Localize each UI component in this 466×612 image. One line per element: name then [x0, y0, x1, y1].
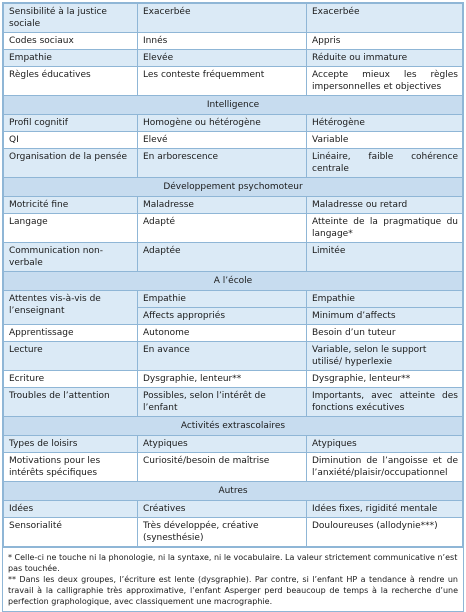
row-label: Profil cognitif [4, 115, 138, 132]
footnote-2: ** Dans les deux groupes, l’écriture est lente (dysgraphie). Par contre, si l’enfant HP a tendance à rendre un travail à la calligraphie très approximative, l’enfant Asperger perd beaucoup de temps à la recherche d’une perfection graphologique, avec classiquement une macrographie. [8, 575, 458, 606]
asperger-cell [307, 291, 463, 325]
hp-cell [138, 291, 307, 325]
row-label: Communication non-verbale [4, 243, 138, 272]
table-row [4, 197, 463, 214]
row-label: Idées [4, 501, 138, 518]
section-title: Intelligence [4, 96, 463, 115]
hp-subvalue: Affects appropriés [138, 307, 306, 322]
asperger-cell: Linéaire, faible cohérence centrale [307, 149, 463, 178]
asperger-cell: Atypiques [307, 436, 463, 453]
row-label: Motricité fine [4, 197, 138, 214]
asperger-cell: Accepte mieux les règles impersonnelles et objectives [307, 67, 463, 96]
table-row [4, 50, 463, 67]
table-row [4, 149, 463, 178]
comparison-table-panel [2, 2, 464, 612]
asperger-cell: Diminution de l’angoisse et de l’anxiété/plaisir/occupationnel [307, 453, 463, 482]
hp-cell: Dysgraphie, lenteur** [138, 371, 307, 388]
row-label: Règles éducatives [4, 67, 138, 96]
row-label: Empathie [4, 50, 138, 67]
table-row [4, 501, 463, 518]
table-row [4, 291, 463, 325]
asperger-cell: Appris [307, 33, 463, 50]
row-label: Sensibilité à la justice sociale [4, 4, 138, 33]
row-label: Types de loisirs [4, 436, 138, 453]
row-label: Organisation de la pensée [4, 149, 138, 178]
hp-subvalue: Empathie [143, 294, 186, 304]
section-header-extrascolaire [4, 417, 463, 436]
row-label: Motivations pour les intérêts spécifiques [4, 453, 138, 482]
asperger-cell: Variable, selon le support utilisé/ hyperlexie [307, 342, 463, 371]
asperger-cell: Variable [307, 132, 463, 149]
table-row [4, 371, 463, 388]
row-label: Attentes vis-à-vis de l’enseignant [4, 291, 138, 325]
row-label: Ecriture [4, 371, 138, 388]
hp-cell: Autonome [138, 325, 307, 342]
hp-cell: Les conteste fréquemment [138, 67, 307, 96]
asperger-cell: Besoin d’un tuteur [307, 325, 463, 342]
table-row [4, 325, 463, 342]
hp-cell: Maladresse [138, 197, 307, 214]
hp-cell: Elevée [138, 50, 307, 67]
comparison-table [3, 3, 463, 547]
hp-cell: Innés [138, 33, 307, 50]
hp-cell: Adapté [138, 214, 307, 243]
hp-cell: Très développée, créative (synesthésie) [138, 518, 307, 547]
table-row [4, 4, 463, 33]
row-label: Apprentissage [4, 325, 138, 342]
section-header-ecole [4, 272, 463, 291]
table-row [4, 214, 463, 243]
table-row [4, 132, 463, 149]
table-row [4, 453, 463, 482]
table-row [4, 342, 463, 371]
footnotes [3, 547, 463, 611]
asperger-cell: Réduite ou immature [307, 50, 463, 67]
asperger-cell: Exacerbée [307, 4, 463, 33]
section-title: Développement psychomoteur [4, 178, 463, 197]
asperger-cell: Importants, avec atteinte des fonctions exécutives [307, 388, 463, 417]
row-label: Sensorialité [4, 518, 138, 547]
hp-cell: Possibles, selon l’intérêt de l’enfant [138, 388, 307, 417]
section-title: Activités extrascolaires [4, 417, 463, 436]
hp-cell: Adaptée [138, 243, 307, 272]
table-row [4, 115, 463, 132]
row-label: Lecture [4, 342, 138, 371]
table-row [4, 518, 463, 547]
section-header-dev-psy [4, 178, 463, 197]
section-header-intelligence [4, 96, 463, 115]
asperger-cell: Limitée [307, 243, 463, 272]
asperger-cell: Douloureuses (allodynie***) [307, 518, 463, 547]
row-label: Troubles de l’attention [4, 388, 138, 417]
hp-cell: Curiosité/besoin de maîtrise [138, 453, 307, 482]
asperger-cell: Idées fixes, rigidité mentale [307, 501, 463, 518]
row-label: QI [4, 132, 138, 149]
hp-cell: Créatives [138, 501, 307, 518]
asperger-cell: Atteinte de la pragmatique du langage* [307, 214, 463, 243]
hp-cell: En avance [138, 342, 307, 371]
table-row [4, 67, 463, 96]
asperger-cell: Hétérogène [307, 115, 463, 132]
asperger-subvalue: Minimum d’affects [307, 307, 462, 322]
hp-cell: Elevé [138, 132, 307, 149]
hp-cell: Atypiques [138, 436, 307, 453]
row-label: Langage [4, 214, 138, 243]
table-row [4, 388, 463, 417]
asperger-subvalue: Empathie [312, 294, 355, 304]
row-label: Codes sociaux [4, 33, 138, 50]
section-title: Autres [4, 482, 463, 501]
footnote-1: * Celle-ci ne touche ni la phonologie, ni la syntaxe, ni le vocabulaire. La valeur strictement communicative n’est pas touchée. [8, 553, 458, 573]
table-row [4, 436, 463, 453]
hp-cell: Exacerbée [138, 4, 307, 33]
section-title: A l’école [4, 272, 463, 291]
asperger-cell: Maladresse ou retard [307, 197, 463, 214]
hp-cell: En arborescence [138, 149, 307, 178]
hp-cell: Homogène ou hétérogène [138, 115, 307, 132]
section-header-autres [4, 482, 463, 501]
asperger-cell: Dysgraphie, lenteur** [307, 371, 463, 388]
table-row [4, 33, 463, 50]
table-row [4, 243, 463, 272]
